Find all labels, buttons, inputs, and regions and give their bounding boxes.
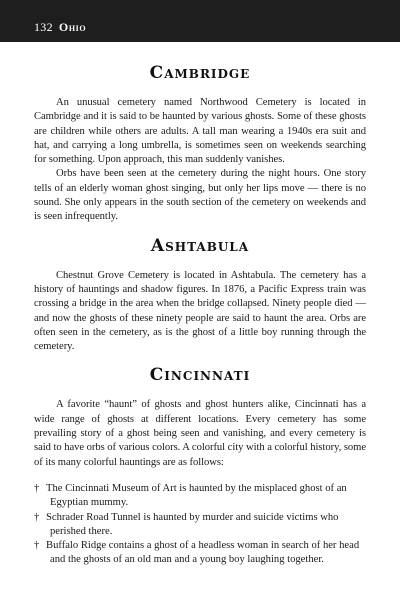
dagger-bullet-icon: † [34,482,40,494]
dagger-bullet-icon: † [34,511,40,523]
list-item-text: Buffalo Ridge contains a ghost of a headless woman in search of her head and the ghosts of an old man and a young boy laughing together. [46,540,360,566]
section-title: Ashtabula [150,235,250,256]
running-head [34,20,86,35]
section-ashtabula [34,235,366,355]
page-number: 132 [34,20,53,34]
paragraph: Chestnut Grove Cemetery is located in Ashtabula. The cemetery has a history of hauntings and shadow figures. In 1876, a Pacific Express train was crossing a bridge in the area when the bridge collapsed. Ninety people died — and now the ghosts of these ninety people are said to haunt the area. Orbs are often seen in the cemetery, as is the ghost of a little boy running through the cemetery. [34,269,366,353]
paragraph: Orbs have been seen at the cemetery during the night hours. One story tells of an elderly woman ghost singing, but only her lips move — there is no sound. She only appears in the south section of the cemetery on weekends and is seen infrequently. [34,168,366,223]
haunting-list [34,482,366,568]
list-item-text: Schrader Road Tunnel is haunted by murder and suicide victims who perished there. [46,511,339,537]
list-item [34,511,366,540]
section-cincinnati [34,364,366,567]
list-item [34,539,366,568]
page-body [34,58,366,568]
list-item [34,482,366,511]
section-title: Cambridge [149,63,251,83]
list-item-text: The Cincinnati Museum of Art is haunted by the misplaced ghost of an Egyptian mummy. [46,482,347,509]
section-cambridge [34,62,366,225]
page-header-bar [0,0,400,42]
paragraph: An unusual cemetery named Northwood Cemetery is located in Cambridge and it is said to be haunted by various ghosts. Some of these ghosts are children while others are adults. A tall man wearing a 1940s era suit and hat, and carrying a long umbrella, is sometimes seen on weekends searching for something. Upon approach, this man suddenly vanishes. [34,97,366,166]
dagger-bullet-icon: † [34,540,40,552]
running-head-state: Ohio [58,20,87,34]
paragraph: A favorite “haunt” of ghosts and ghost hunters alike, Cincinnati has a wide range of ghosts at different locations. Every cemetery has some prevailing story of a ghost being seen and vanishing, and every cemetery is said to have orbs of various colors. A colorful city with a colorful history, some of its many colorful hauntings are as follows: [34,399,366,468]
section-title: Cincinnati [149,365,251,386]
